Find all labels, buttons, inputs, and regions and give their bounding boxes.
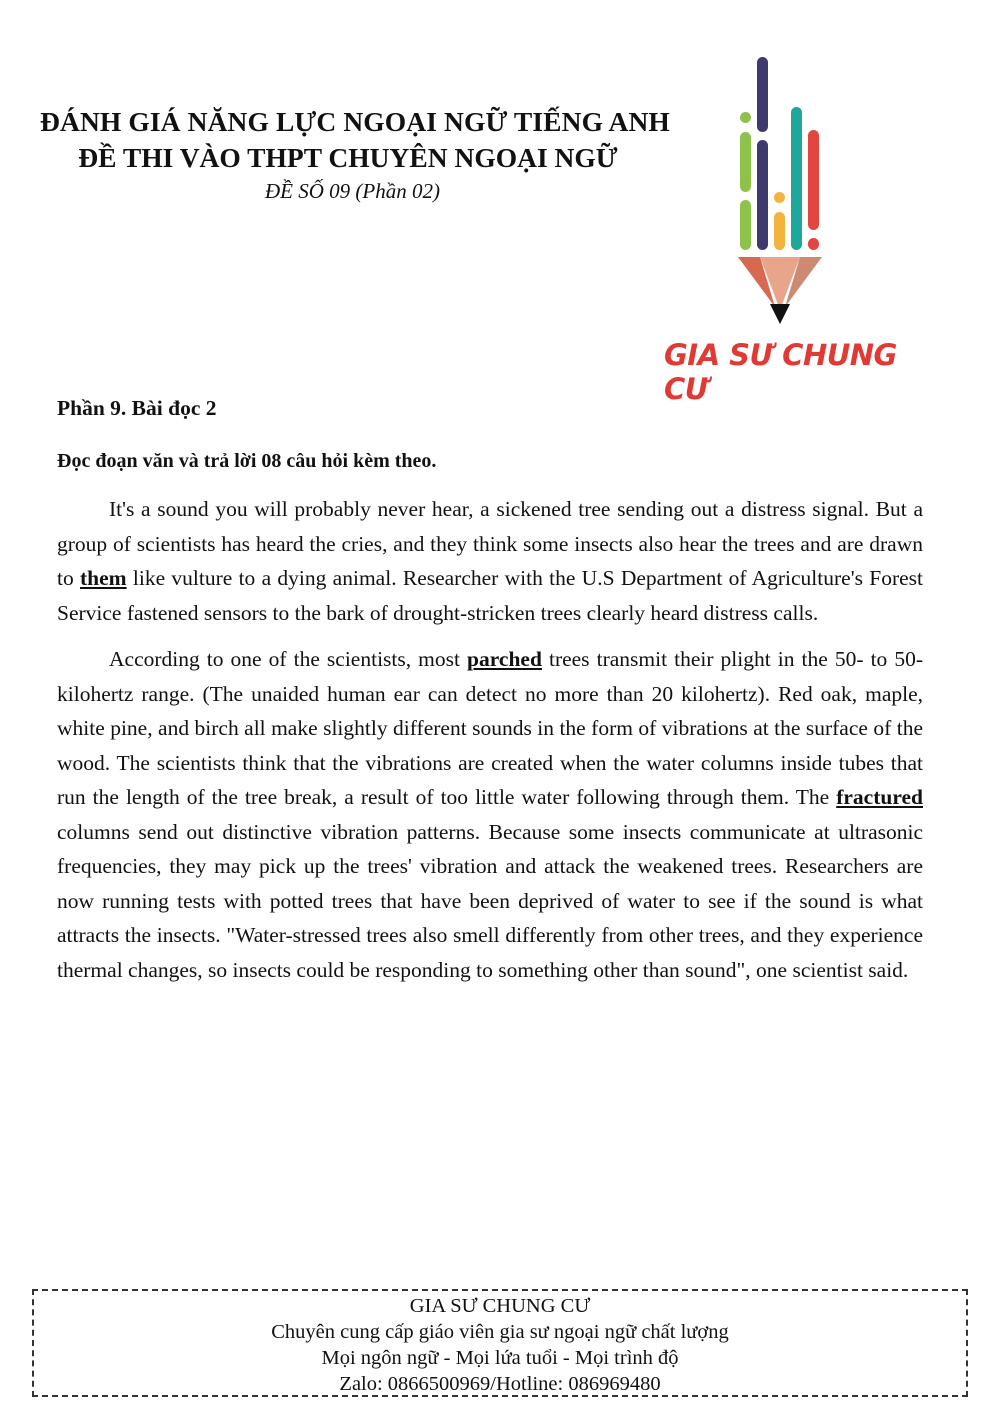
reading-passage [57,492,923,999]
passage-p2-text-b: trees transmit their plight in the 50- to 50-kilohertz range. (The unaided human ear can detect no more than 20 kilohertz). Red oak, maple, white pine, and birch all make slightly different sounds in the form of vibrations at the surface of the wood. The scientists think that the vibrations are created when the water columns inside tubes that run the length of the tree break, a result of too little water following through them. The [57,647,923,809]
logo-bar-red-dot [808,238,819,250]
logo-bar-navy [757,57,768,132]
header-subtitle: ĐỀ SỐ 09 (Phần 02) [265,179,440,203]
footer-tagline: Chuyên cung cấp giáo viên gia sư ngoại ngữ chất lượng [271,1321,729,1343]
logo-bar-red [808,130,819,230]
passage-p2-text-c: columns send out distinctive vibration patterns. Because some insects communicate at ultrasonic frequencies, they may pick up the trees' vibration and attack the weakened trees. Researchers are now running tests with potted trees that have been deprived of water to see if the sound is what attracts the insects. "Water-stressed trees also smell differently from other trees, and they experience thermal changes, so insects could be responding to something other than sound", one scientist said. [57,819,923,982]
logo-bar-teal [791,107,802,250]
logo-brand-text: GIA SƯ CHUNG CƯ [664,338,897,406]
logo-bar-green [740,132,751,192]
footer-contact-box [32,1289,968,1397]
logo-bar-green-top [740,112,751,123]
header-title-line2: ĐỀ THI VÀO THPT CHUYÊN NGOẠI NGỮ [78,142,618,173]
passage-p1-text-b: like vulture to a dying animal. Researcher with the U.S Department of Agriculture's Forest Service fastened sensors to the bark of drought-stricken trees clearly heard distress calls. [57,566,923,625]
logo-bar-navy-lower [757,140,768,250]
footer-contact: Zalo: 0866500969/Hotline: 086969480 [339,1373,661,1395]
section-instruction: Đọc đoạn văn và trả lời 08 câu hỏi kèm theo. [57,450,437,472]
section-title: Phần 9. Bài đọc 2 [57,396,217,420]
document-header [0,104,710,206]
passage-paragraph-2 [57,642,923,987]
pencil-logo-icon [720,52,840,332]
logo-bar-green-lower [740,200,751,250]
passage-p2-text-a: According to one of the scientists, most [109,647,468,671]
highlighted-word-them: them [80,566,127,590]
logo-tip-lead [770,304,790,324]
passage-paragraph-1 [57,492,923,630]
passage-p1-text-a: It's a sound you will probably never hear, a sickened tree sending out a distress signal. But a group of scientists has heard the cries, and they think some insects also hear the trees and are drawn to [57,497,923,590]
footer-slogan: Mọi ngôn ngữ - Mọi lứa tuổi - Mọi trình độ [321,1347,679,1369]
footer-brand: GIA SƯ CHUNG CƯ [409,1295,591,1317]
highlighted-word-parched: parched [467,647,542,671]
logo-bar-yellow [774,212,785,250]
logo-bar-yellow-top [774,192,785,203]
highlighted-word-fractured: fractured [836,785,923,809]
header-title-line1: ĐÁNH GIÁ NĂNG LỰC NGOẠI NGỮ TIẾNG ANH [40,106,670,137]
